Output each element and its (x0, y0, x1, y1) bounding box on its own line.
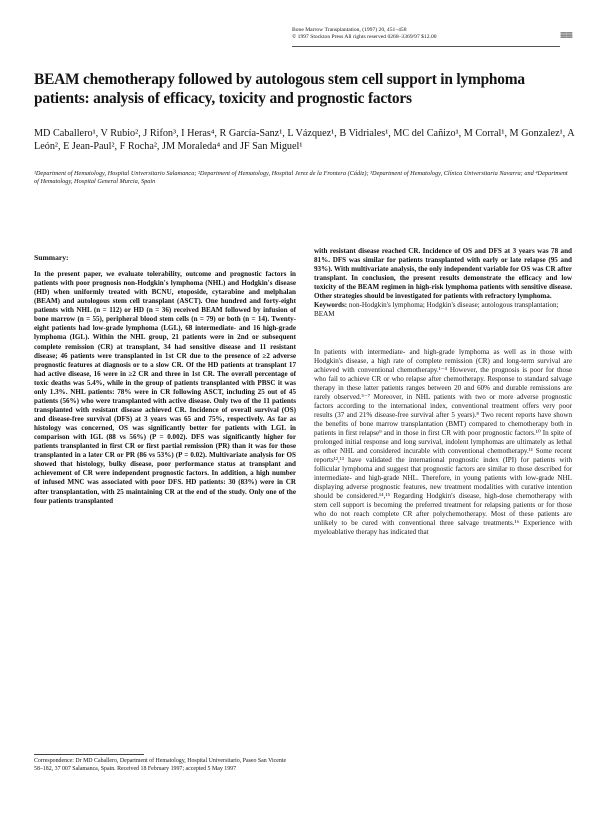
header-divider (292, 46, 560, 47)
keywords (314, 301, 572, 319)
summary-body: In the present paper, we evaluate tolerability, outcome and prognostic factors in patients with poor prognosis non-Hodgkin's lymphoma (NHL) and Hodgkin's disease (HD) when uniformly treated with BCNU, etoposide, cytarabine and melphalan (BEAM) and autologous stem cell transplant (ASCT). One hundred and forty-eight patients with NHL (n = 112) or HD (n = 36) received BEAM followed by infusion of bone marrow (n = 55), peripheral blood stem cells (n = 79) or both (n = 14). Twenty-eight patients had low-grade lymphoma (LGL), 68 intermediate- and 16 high-grade lymphoma (IGL). Within the NHL group, 21 patients were in 2nd or subsequent complete remission (CR) at transplant, 34 had sensitive disease and 11 resistant disease; 46 patients were transplanted in 1st CR due to the presence of ≥2 adverse prognostic features at diagnosis or to a slow CR. Of the HD patients at transplant 17 had active disease, 16 were in ≥2 CR and three in 1st CR. The overall percentage of toxic deaths was 5.4%, while in the group of patients transplanted with PBSC it was only 1.3%. NHL patients: 78% were in CR following ASCT, including 25 out of 45 patients (56%) who were transplanted with active disease. Only two of the 11 patients transplanted with resistant disease achieved CR. Incidence of overall survival (OS) and disease-free survival (DFS) at 3 years was 65 and 75%, respectively. As far as histology was concerned, OS was significantly better for patients with LGL in comparison with IGL (88 vs 56%) (P = 0.002). DFS was significantly higher for patients transplanted in first CR or first partial remission (PR) than it was for those transplanted in a later CR or PR (86 vs 53%) (P = 0.02). Multivariate analysis for OS showed that histology, bulky disease, poor performance status at transplant and achievement of CR were independent prognostic factors. In addition, a high number of infused MNC was associated with poor DFS. HD patients: 30 (83%) were in CR after transplantation, with 25 maintaining CR at the end of the study. Only one of the four patients transplanted (34, 270, 296, 505)
publisher-logo: ≡≡ (560, 28, 573, 42)
author-list: MD Caballero¹, V Rubio², J Rifon³, I Heras⁴, R García-Sanz¹, L Vázquez¹, B Vidriales¹, MC del Cañizo¹, M Corral¹, M Gonzalez¹, A León², E Jean-Paul², F Rocha², JM Moraleda⁴ and JF San Miguel¹ (34, 128, 574, 152)
summary-heading: Summary: (34, 253, 69, 262)
keywords-text: non-Hodgkin's lymphoma; Hodgkin's disease; autologous transplantation; BEAM (314, 301, 559, 319)
introduction-text: In patients with intermediate- and high-grade lymphoma as well as in those with Hodgkin's disease, a high rate of complete remission (CR) and long-term survival are achieved with conventional chemotherapy.¹⁻⁴ However, the prognosis is poor for those who fail to achieve CR or who relapse after chemotherapy. Response to standard salvage therapy in these latter patients ranges between 20 and 60% and durable remissions are rarely observed.⁵⁻⁷ Moreover, in NHL patients with two or more adverse prognostic factors according to the international index, conventional treatment offers very poor results (37 and 21% disease-free survival after 5 years).⁸ Two recent reports have shown the benefits of bone marrow transplantation (BMT) compared to chemotherapy both in patients in first relapse⁹ and in those in first CR with poor prognostic factors.¹⁰ In spite of prolonged initial response and long survival, indolent lymphomas are ultimately as lethal as other NHL and considered incurable with conventional chemotherapy.¹¹ Some recent reports¹²,¹³ have validated the international prognostic index (IPI) for patients with follicular lymphoma and suggest that prognostic factors are similar to those described for intermediate- and high-grade NHL. Therefore, in young patients with low-grade NHL displaying adverse prognostic features, new treatment modalities with curative intention should be considered.¹⁴,¹⁵ Regarding Hodgkin's disease, high-dose chemotherapy with stem cell support is becoming the preferred treatment for relapsing patients or for those who do not reach complete CR after polychemotherapy. Most of these patients are unlikely to be cured with conventional three salvage treatments.¹⁶ Experience with myeloablative therapy has indicated that (314, 348, 572, 537)
correspondence-footnote: Correspondence: Dr MD Caballero, Department of Hematology, Hospital Universitario, Paseo San Vicente 58–182, 37 007 Salamanca, Spain. Received 18 February 1997; accepted 5 May 1997 (34, 758, 287, 772)
summary-continuation: with resistant disease reached CR. Incidence of OS and DFS at 3 years was 78 and 81%. DFS was similar for patients transplanted with early or late relapse (95 and 93%). With multivariate analysis, the only independent variable for OS was CR after transplant. In conclusion, the present results demonstrate the efficacy and low toxicity of the BEAM regimen in high-risk lymphoma patients with sensitive disease. Other strategies should be investigated for patients with refractory lymphoma. (314, 247, 572, 301)
article-title: BEAM chemotherapy followed by autologous stem cell support in lymphoma patients: analysis of efficacy, toxicity and prognostic factors (34, 71, 525, 107)
journal-citation: Bone Marrow Transplantation, (1997) 20, 451–458 (292, 27, 407, 33)
journal-copyright: © 1997 Stockton Press All rights reserved 0268–3369/97 $12.00 (292, 34, 437, 40)
journal-header (292, 27, 552, 41)
footnote-divider (34, 754, 144, 755)
affiliations: ¹Department of Hematology, Hospital Universitario Salamanca; ²Department of Hematology, Hospital Jerez de la Frontera (Cádiz); ³Department of Hematology, Clínica Universitaria Navarra; and ⁴Department of Hematology, Hospital General Murcia, Spain (34, 170, 568, 186)
keywords-label: Keywords: (314, 301, 348, 309)
